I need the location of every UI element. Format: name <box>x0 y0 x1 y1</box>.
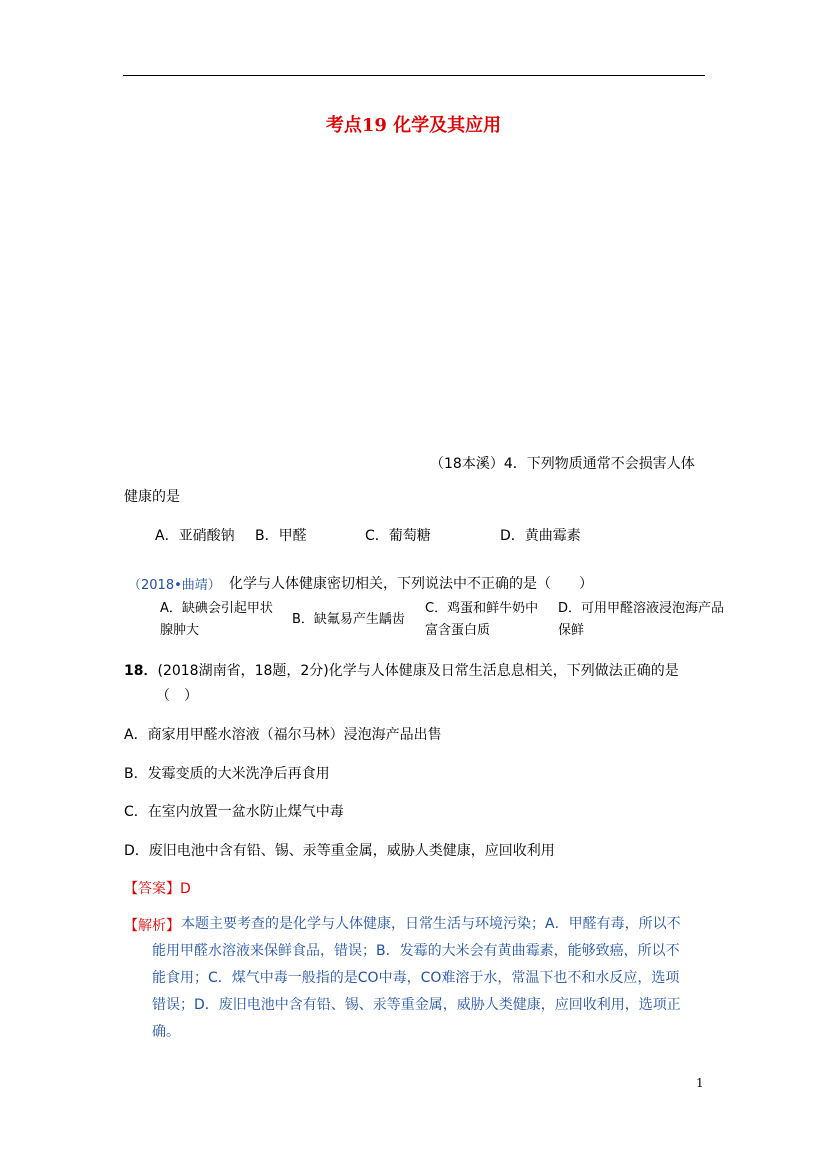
q2-option-b: B．缺氟易产生龋齿 <box>292 612 405 627</box>
analysis-line-4: 错误；D．废旧电池中含有铅、锡、汞等重金属，威胁人类健康，应回收利用，选项正 <box>152 997 681 1013</box>
page-title: 考点19 化学及其应用 <box>325 115 502 136</box>
q2-option-c-line1: C．鸡蛋和鲜牛奶中 <box>425 601 539 616</box>
analysis-first-line: 本题主要考查的是化学与人体健康，日常生活与环境污染；A．甲醛有毒，所以不 <box>181 916 681 932</box>
q3-option-d: D．废旧电池中含有铅、锡、汞等重金属，威胁人类健康，应回收利用 <box>124 843 555 859</box>
answer-value: D <box>180 881 191 897</box>
q3-option-b: B．发霉变质的大米洗净后再食用 <box>124 766 330 782</box>
q3-answer-blank: （ ） <box>156 688 198 704</box>
page-number: 1 <box>696 1076 704 1090</box>
analysis-line-3: 能食用；C．煤气中毒一般指的是CO中毒，CO难溶于水，常温下也不和水反应，选项 <box>152 970 680 986</box>
q1-option-b: B．甲醛 <box>255 528 307 544</box>
q3-number: 18． <box>124 663 158 679</box>
q2-stem: 化学与人体健康密切相关，下列说法中不正确的是（ ） <box>229 576 593 592</box>
q3-stem <box>124 660 679 680</box>
q1-option-d: D．黄曲霉素 <box>500 528 581 544</box>
q2-option-d-line2: 保鲜 <box>558 623 585 638</box>
analysis-label: 【解析】 <box>124 918 180 934</box>
q3-option-a: A．商家用甲醛水溶液（福尔马林）浸泡海产品出售 <box>124 727 442 743</box>
header-rule <box>123 75 705 76</box>
answer-line <box>124 878 191 898</box>
analysis-line-2: 能用甲醛水溶液来保鲜食品，错误；B．发霉的大米会有黄曲霉素，能够致癌，所以不 <box>152 943 680 959</box>
q2-option-c-line2: 富含蛋白质 <box>425 623 491 638</box>
q2-option-d-line1: D．可用甲醛溶液浸泡海产品 <box>558 601 725 616</box>
q1-option-c: C．葡萄糖 <box>365 528 431 544</box>
q2-option-a <box>160 598 273 642</box>
q2-option-c <box>425 598 538 642</box>
q1-source: （18本溪）4．下列物质通常不会损害人体 <box>430 456 695 472</box>
analysis-line-5: 确。 <box>152 1024 180 1040</box>
q1-stem-cont: 健康的是 <box>124 489 180 505</box>
q1-option-a: A．亚硝酸钠 <box>155 528 235 544</box>
q2-source: （2018•曲靖） <box>128 578 221 593</box>
q2-option-a-line2: 腺肿大 <box>160 623 200 638</box>
q2-option-a-line1: A．缺碘会引起甲状 <box>160 601 273 616</box>
q3-stem-text: (2018湖南省，18题，2分)化学与人体健康及日常生活息息相关，下列做法正确的是 <box>157 663 679 679</box>
q3-option-c: C．在室内放置一盆水防止煤气中毒 <box>124 804 344 820</box>
answer-label: 【答案】 <box>124 881 180 897</box>
q2-option-d <box>558 598 724 642</box>
